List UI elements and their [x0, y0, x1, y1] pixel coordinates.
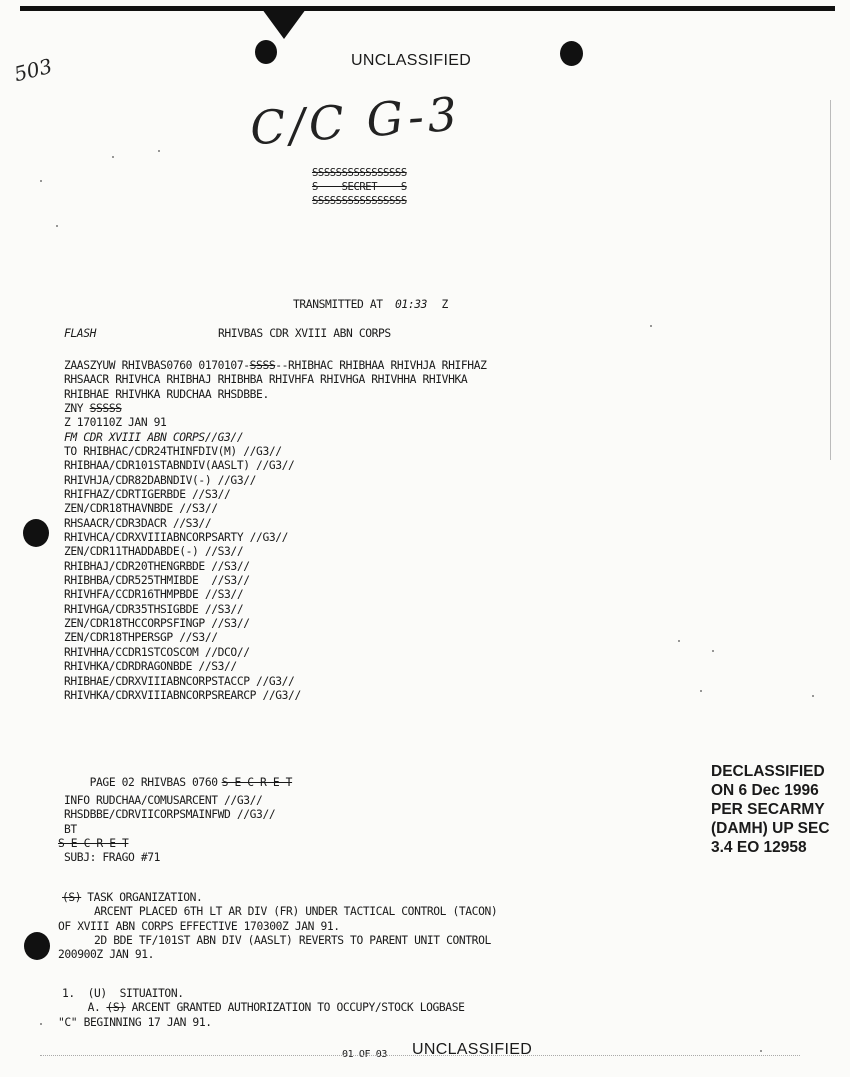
- secret-banner-line-1: SSSSSSSSSSSSSSSS: [312, 167, 407, 179]
- addressee-line: RHIVHKA/CDRXVIIIABNCORPSREARCP //G3//: [64, 688, 301, 702]
- scan-speck: [40, 180, 42, 182]
- routing-block: [64, 359, 624, 445]
- addressee-list: [64, 445, 624, 703]
- subject-line: SUBJ: FRAGO #71: [64, 851, 161, 865]
- classification-header: UNCLASSIFIED: [351, 52, 472, 69]
- addressee-line: RHIVHGA/CDR35THSIGBDE //S3//: [64, 602, 244, 616]
- situation-heading: 1. (U) SITUAITON.: [62, 987, 184, 1000]
- scan-speck: [812, 695, 814, 697]
- situation-item-a: A. (S) ARCENT GRANTED AUTHORIZATION TO OCCUPY/STOCK LOGBASE: [62, 1001, 465, 1015]
- scan-speck: [700, 690, 702, 692]
- addressee-line: RHIVHHA/CCDR1STCOSCOM //DCO//: [64, 645, 250, 659]
- scan-footer-noise: [40, 1055, 800, 1056]
- task-org-para-1-line-1: ARCENT PLACED 6TH LT AR DIV (FR) UNDER TACTICAL CONTROL (TACON): [62, 905, 498, 919]
- handwritten-page-note: 503: [11, 53, 55, 87]
- binder-hole-left-upper: [23, 519, 49, 547]
- bt-line: BT: [64, 822, 77, 836]
- secret-banner-line-2: S SECRET S: [312, 181, 407, 193]
- handwritten-routing-mark: C/C G-3: [248, 86, 463, 156]
- info-block: [58, 794, 276, 866]
- addressee-line: RHIVHKA/CDRDRAGONBDE //S3//: [64, 660, 237, 674]
- task-org-para-2-line-2: 200900Z JAN 91.: [58, 948, 155, 962]
- addressee-line: TO RHIBHAC/CDR24THINFDIV(M) //G3//: [64, 445, 282, 458]
- scan-speck: [158, 150, 160, 152]
- declass-line: DECLASSIFIED: [711, 763, 825, 780]
- situation-section: [58, 987, 662, 1030]
- scan-speck: [112, 156, 114, 158]
- addressee-line: RHIVHCA/CDRXVIIIABNCORPSARTY //G3//: [64, 531, 289, 545]
- addressee-line: RHIBHAA/CDR101STABNDIV(AASLT) //G3//: [64, 459, 295, 473]
- scan-speck: [712, 650, 714, 652]
- task-org-para-1-line-2: OF XVIII ABN CORPS EFFECTIVE 170300Z JAN 91.: [58, 919, 340, 933]
- addressee-line: RHIBHBA/CDR525THMIBDE //S3//: [64, 574, 250, 588]
- declass-line: (DAMH) UP SEC: [711, 820, 830, 837]
- addressee-line: ZEN/CDR18THAVNBDE //S3//: [64, 502, 218, 516]
- binder-hole-left-lower: [24, 932, 50, 960]
- scan-speck: [650, 325, 652, 327]
- task-organization-section: [58, 891, 662, 963]
- routing-line-2: RHSAACR RHIVHCA RHIBHAJ RHIBHBA RHIVHFA RHIVHGA RHIVHHA RHIVHKA: [64, 373, 468, 387]
- scan-top-edge: [20, 6, 835, 11]
- secret-struck-line: S E C R E T: [58, 837, 129, 851]
- addressee-line: RHIVHJA/CDR82DABNDIV(-) //G3//: [64, 473, 257, 487]
- addressee-line: ZEN/CDR18THPERSGP //S3//: [64, 631, 218, 645]
- dtg-line: Z 170110Z JAN 91: [64, 416, 167, 430]
- scan-speck: [760, 1050, 762, 1052]
- transmitted-label: TRANSMITTED AT: [293, 298, 383, 311]
- addressee-line: RHSAACR/CDR3DACR //S3//: [64, 516, 212, 530]
- transmitted-zone: Z: [441, 298, 448, 311]
- addressee-line: RHIFHAZ/CDRTIGERBDE //S3//: [64, 488, 231, 502]
- scan-top-notch: [262, 9, 306, 39]
- scan-speck: [40, 1023, 42, 1025]
- routing-line-3: RHIBHAE RHIVHKA RUDCHAA RHSDBBE.: [64, 387, 269, 401]
- info-line: RHSDBBE/CDRVIICORPSMAINFWD //G3//: [64, 808, 276, 822]
- addressee-line: RHIVHFA/CCDR16THMPBDE //S3//: [64, 588, 244, 602]
- declass-line: PER SECARMY: [711, 801, 825, 818]
- secret-banner-line-3: SSSSSSSSSSSSSSSS: [312, 195, 407, 207]
- addressee-line: RHIBHAE/CDRXVIIIABNCORPSTACCP //G3//: [64, 674, 295, 688]
- addressee-line: RHIBHAJ/CDR20THENGRBDE //S3//: [64, 559, 250, 573]
- transmitted-line: [293, 298, 448, 311]
- originator: RHIVBAS CDR XVIII ABN CORPS: [218, 327, 391, 340]
- routing-line-1: ZAASZYUW RHIVBAS0760 0170107-SSSS--RHIBHAC RHIBHAA RHIVHJA RHIFHAZ: [64, 359, 487, 372]
- situation-item-a-cont: "C" BEGINNING 17 JAN 91.: [58, 1015, 212, 1029]
- binder-hole-top-right: [560, 41, 583, 66]
- scan-right-edge: [830, 100, 831, 460]
- task-org-para-2-line-1: 2D BDE TF/101ST ABN DIV (AASLT) REVERTS TO PARENT UNIT CONTROL: [62, 934, 491, 948]
- info-line: INFO RUDCHAA/COMUSARCENT //G3//: [64, 794, 263, 807]
- task-org-heading: (S) TASK ORGANIZATION.: [62, 891, 203, 904]
- scan-speck: [56, 225, 58, 227]
- transmitted-time: 01:33: [395, 298, 428, 311]
- from-line: FM CDR XVIII ABN CORPS//G3//: [64, 430, 244, 444]
- addressee-line: ZEN/CDR11THADDABDE(-) //S3//: [64, 545, 244, 559]
- page-marker: PAGE 02 RHIVBAS 0760 S E C R E T: [89, 776, 293, 789]
- declass-line: 3.4 EO 12958: [711, 839, 807, 856]
- page-count: 01 OF 03: [342, 1049, 387, 1060]
- declass-line: ON 6 Dec 1996: [711, 782, 819, 799]
- precedence: FLASH: [64, 327, 97, 340]
- classification-footer: UNCLASSIFIED: [412, 1041, 533, 1058]
- declassification-stamp: [711, 762, 830, 857]
- addressee-line: ZEN/CDR18THCCORPSFINGP //S3//: [64, 617, 250, 631]
- binder-hole-top-left: [255, 40, 277, 64]
- routing-line-4: ZNY SSSSS: [64, 402, 122, 416]
- secret-banner: [312, 166, 512, 208]
- scan-speck: [678, 640, 680, 642]
